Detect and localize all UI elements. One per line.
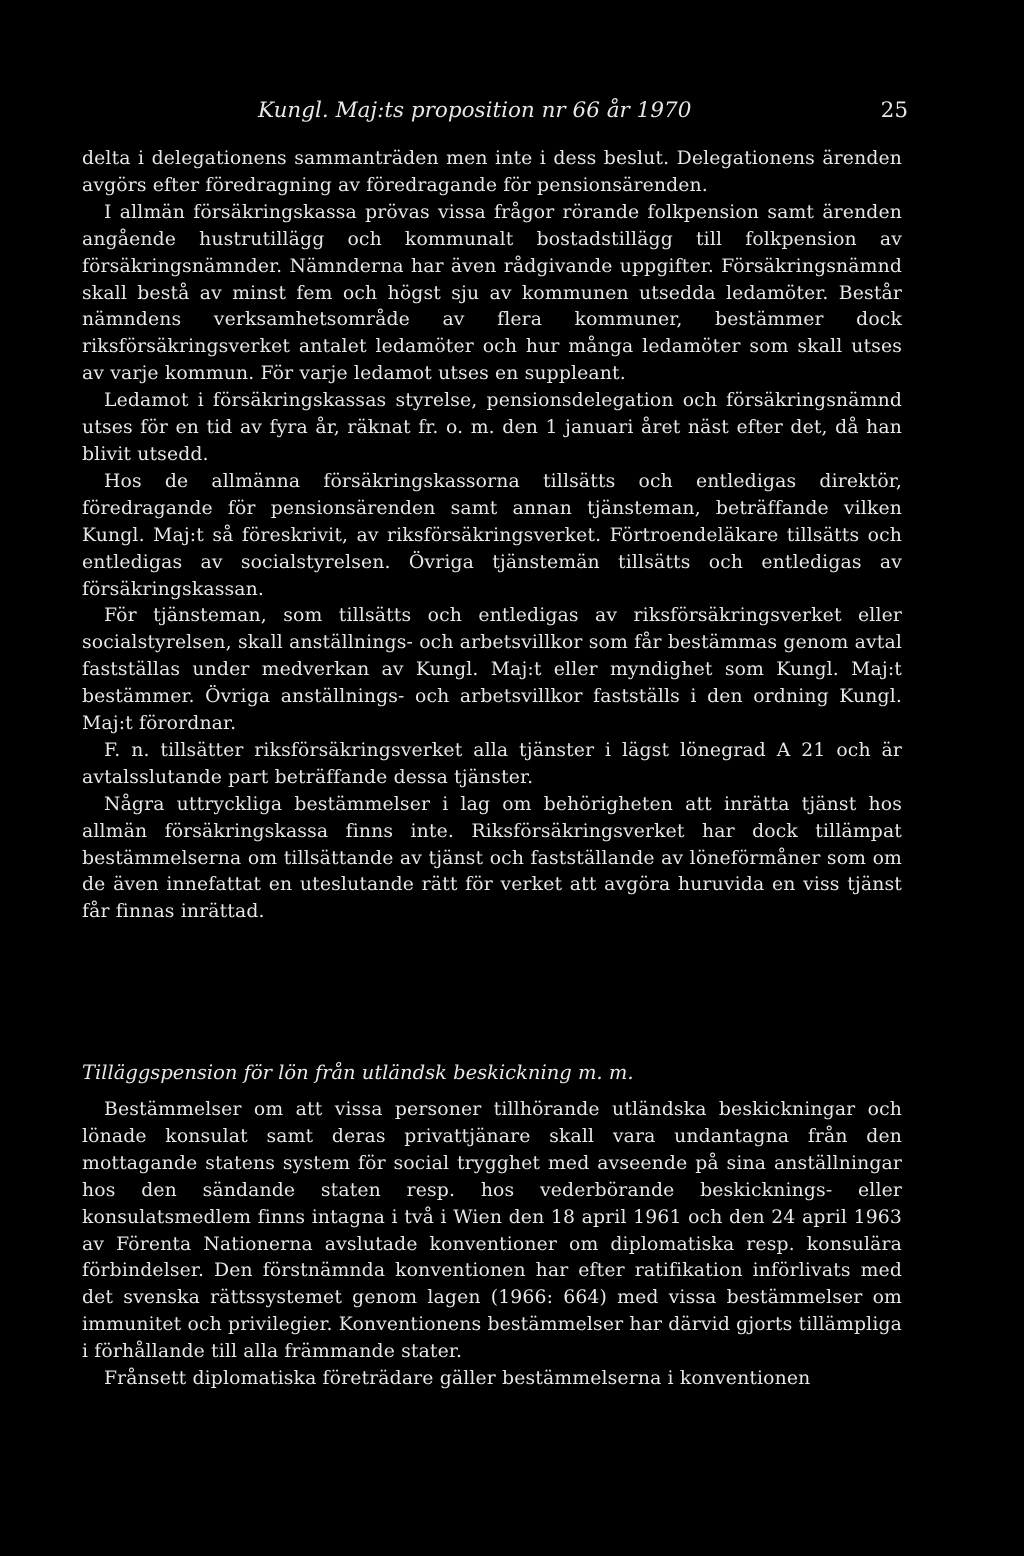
- body-text-bottom: [82, 1097, 902, 1393]
- paragraph: För tjänsteman, som tillsätts och entledigas av riksförsäkringsverket eller socialstyrelsen, skall anställnings- och arbetsvillkor som får bestämmas genom avtal fastställas under medverkan av Kungl. Maj:t eller myndighet som Kungl. Maj:t bestämmer. Övriga anställnings- och arbetsvillkor fastställs i den ordning Kungl. Maj:t förordnar.: [82, 605, 902, 735]
- paragraph: Ledamot i försäkringskassas styrelse, pensionsdelegation och försäkringsnämnd utses för en tid av fyra år, räknat fr. o. m. den 1 januari året näst efter det, då han blivit utsedd.: [82, 390, 902, 465]
- paragraph: delta i delegationens sammanträden men inte i dess beslut. Delegationens ärenden avgörs efter föredragning av föredragande för pensionsärenden.: [82, 148, 902, 196]
- paragraph: I allmän försäkringskassa prövas vissa frågor rörande folkpension samt ärenden angående hustrutillägg och kommunalt bostadstillägg till folkpension av försäkringsnämnder. Nämnderna har även rådgivande uppgifter. Försäkringsnämnd skall bestå av minst fem och högst sju av kommunen utsedda ledamöter. Består nämndens verksamhetsområde av flera kommuner, bestämmer dock riksförsäkringsverket antalet ledamöter och hur många ledamöter som skall utses av varje kommun. För varje ledamot utses en suppleant.: [82, 201, 902, 385]
- section-heading: Tilläggspension för lön från utländsk beskickning m. m.: [82, 1061, 634, 1084]
- paragraph: Några uttryckliga bestämmelser i lag om behörigheten att inrätta tjänst hos allmän försäkringskassa finns inte. Riksförsäkringsverket har dock tillämpat bestämmelserna om tillsättande av tjänst och fastställande av löneförmåner som om de även innefattat en uteslutande rätt för verket att avgöra huruvida en viss tjänst får finnas inrättad.: [82, 793, 902, 923]
- body-text-top: [82, 146, 902, 926]
- paragraph: Hos de allmänna försäkringskassorna tillsätts och entledigas direktör, föredragande för pensionsärenden samt annan tjänsteman, beträffande vilken Kungl. Maj:t så föreskrivit, av riksförsäkringsverket. Förtroendeläkare tillsätts och entledigas av socialstyrelsen. Övriga tjänstemän tillsätts och entledigas av försäkringskassan.: [82, 470, 902, 600]
- paragraph: Bestämmelser om att vissa personer tillhörande utländska beskickningar och lönade konsulat samt deras privattjänare skall vara undantagna från den mottagande statens system för social trygghet med avseende på sina anställningar hos den sändande staten resp. hos vederbörande beskicknings- eller konsulatsmedlem finns intagna i två i Wien den 18 april 1961 och den 24 april 1963 av Förenta Nationerna avslutade konventioner om diplomatiska resp. konsulära förbindelser. Den förstnämnda konventionen har efter ratifikation införlivats med det svenska rättssystemet genom lagen (1966: 664) med vissa bestämmelser om immunitet och privilegier. Konventionens bestämmelser har därvid gjorts tillämpliga i förhållande till alla främmande stater.: [82, 1099, 902, 1363]
- page-header: [258, 98, 908, 132]
- paragraph: F. n. tillsätter riksförsäkringsverket alla tjänster i lägst lönegrad A 21 och är avtalsslutande part beträffande dessa tjänster.: [82, 739, 902, 788]
- page-number: 25: [880, 98, 908, 123]
- running-title: Kungl. Maj:ts proposition nr 66 år 1970: [258, 98, 692, 123]
- paragraph: Frånsett diplomatiska företrädare gäller bestämmelserna i konventionen: [104, 1368, 811, 1390]
